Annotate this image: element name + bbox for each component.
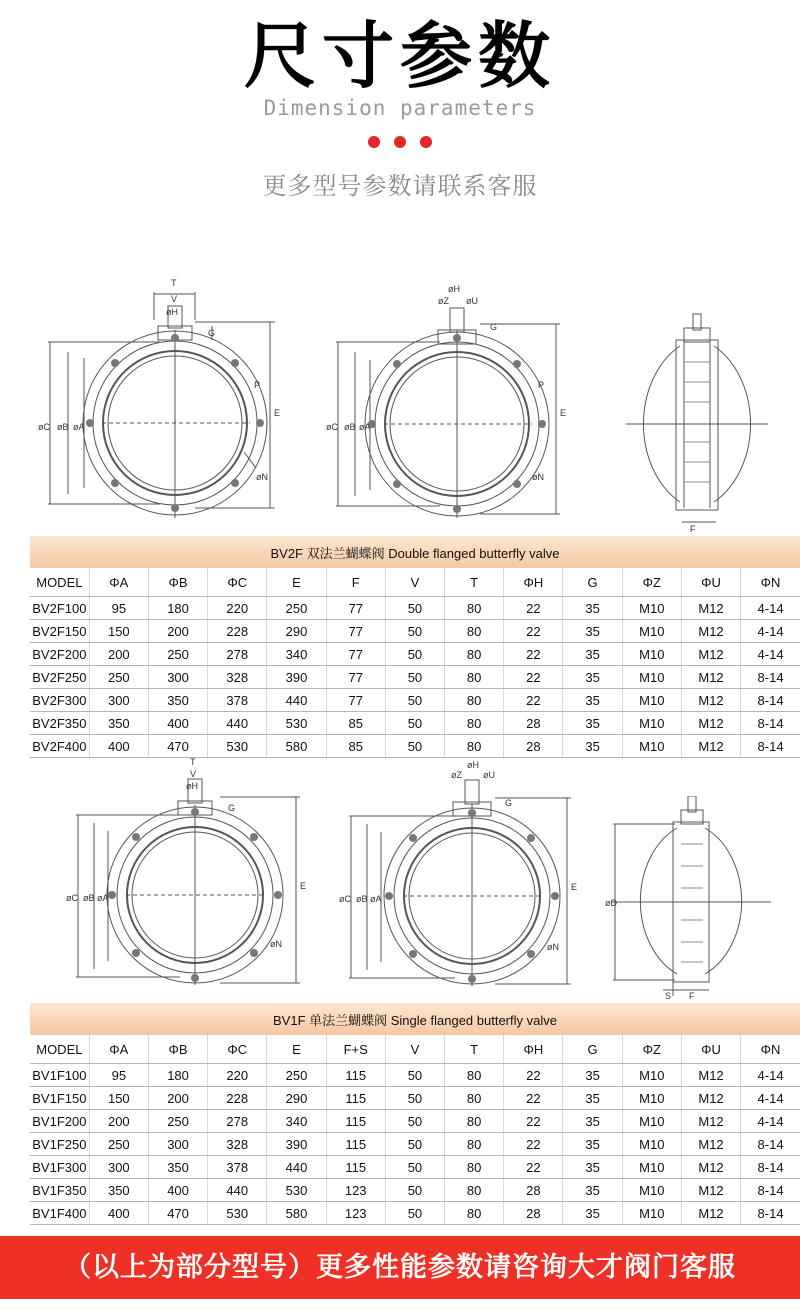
table-cell: 400 bbox=[89, 1202, 148, 1225]
table-cell: 400 bbox=[148, 712, 207, 735]
table-row bbox=[30, 1087, 800, 1110]
column-header: ΦA bbox=[89, 568, 148, 597]
dim-label-h: øH bbox=[166, 307, 178, 317]
dim-label-u: øU bbox=[483, 770, 495, 780]
column-header: F bbox=[326, 568, 385, 597]
dim-label-v: V bbox=[171, 294, 178, 304]
table-cell: 340 bbox=[267, 1110, 326, 1133]
drawing-bv2f-front-plain bbox=[30, 270, 300, 530]
table-row bbox=[30, 1110, 800, 1133]
dim-label-b: øB bbox=[57, 422, 69, 432]
column-header: ΦU bbox=[681, 568, 740, 597]
table-cell: 35 bbox=[563, 1133, 622, 1156]
table-cell: 8-14 bbox=[741, 735, 800, 758]
dim-label-c: øC bbox=[66, 893, 78, 903]
column-header: MODEL bbox=[30, 1035, 89, 1064]
dim-label-c: øC bbox=[326, 422, 338, 432]
table-cell: BV1F200 bbox=[30, 1110, 89, 1133]
table-cell: 390 bbox=[267, 1133, 326, 1156]
table-cell: 115 bbox=[326, 1156, 385, 1179]
table-row bbox=[30, 666, 800, 689]
table-row bbox=[30, 1133, 800, 1156]
table-cell: M10 bbox=[622, 1179, 681, 1202]
table-cell: 50 bbox=[385, 712, 444, 735]
table-cell: 228 bbox=[208, 1087, 267, 1110]
dim-label-v: V bbox=[190, 769, 197, 779]
table-cell: M12 bbox=[681, 1110, 740, 1133]
table-cell: 22 bbox=[504, 1110, 563, 1133]
dim-label-t: T bbox=[190, 757, 196, 767]
table-cell: 250 bbox=[148, 643, 207, 666]
page-title: 尺寸参数 bbox=[243, 14, 556, 98]
table-cell: 50 bbox=[385, 1156, 444, 1179]
table-cell: 50 bbox=[385, 1202, 444, 1225]
dim-label-g: G bbox=[505, 798, 513, 808]
table-cell: BV1F300 bbox=[30, 1156, 89, 1179]
table-cell: 50 bbox=[385, 1179, 444, 1202]
drawing-bv2f-front-threaded bbox=[320, 280, 580, 530]
table-cell: 180 bbox=[148, 597, 207, 620]
table-cell: 220 bbox=[208, 597, 267, 620]
table-cell: 440 bbox=[267, 689, 326, 712]
table-cell: 440 bbox=[208, 1179, 267, 1202]
column-header: ΦH bbox=[504, 1035, 563, 1064]
table-cell: 400 bbox=[148, 1179, 207, 1202]
column-header: V bbox=[385, 1035, 444, 1064]
column-header: ΦA bbox=[89, 1035, 148, 1064]
table-cell: BV2F400 bbox=[30, 735, 89, 758]
table-row bbox=[30, 1179, 800, 1202]
table-cell: 115 bbox=[326, 1133, 385, 1156]
table-cell: 530 bbox=[208, 735, 267, 758]
table-cell: M10 bbox=[622, 1202, 681, 1225]
table-cell: 530 bbox=[208, 1202, 267, 1225]
table-cell: 95 bbox=[89, 597, 148, 620]
table-cell: 8-14 bbox=[741, 689, 800, 712]
table-cell: 290 bbox=[267, 620, 326, 643]
dim-label-c: øC bbox=[339, 894, 351, 904]
table-cell: BV2F200 bbox=[30, 643, 89, 666]
column-header: ΦB bbox=[148, 1035, 207, 1064]
table-cell: M10 bbox=[622, 1133, 681, 1156]
table-cell: 8-14 bbox=[741, 1202, 800, 1225]
table-cell: 300 bbox=[148, 666, 207, 689]
red-dot bbox=[368, 136, 380, 148]
table-cell: 85 bbox=[326, 735, 385, 758]
dim-label-e: E bbox=[300, 881, 307, 891]
table-cell: 250 bbox=[267, 1064, 326, 1087]
table-cell: M10 bbox=[622, 1064, 681, 1087]
table-caption: BV2F 双法兰蝴蝶阀 Double flanged butterfly valve bbox=[30, 536, 800, 568]
table-cell: 123 bbox=[326, 1179, 385, 1202]
table-cell: M12 bbox=[681, 1064, 740, 1087]
table-cell: 80 bbox=[445, 689, 504, 712]
table-cell: M10 bbox=[622, 666, 681, 689]
table-cell: M12 bbox=[681, 1133, 740, 1156]
table-row bbox=[30, 643, 800, 666]
table-cell: 80 bbox=[445, 1064, 504, 1087]
table-cell: 35 bbox=[563, 643, 622, 666]
table-cell: BV1F150 bbox=[30, 1087, 89, 1110]
table-cell: 22 bbox=[504, 1064, 563, 1087]
table-cell: 440 bbox=[267, 1156, 326, 1179]
table-cell: 80 bbox=[445, 1179, 504, 1202]
column-header: E bbox=[267, 568, 326, 597]
table-cell: 300 bbox=[89, 1156, 148, 1179]
table-cell: 35 bbox=[563, 597, 622, 620]
dim-label-a: øA bbox=[370, 894, 382, 904]
dim-label-a: øA bbox=[73, 422, 85, 432]
table-cell: 340 bbox=[267, 643, 326, 666]
dim-label-e: E bbox=[560, 408, 567, 418]
column-header: ΦZ bbox=[622, 568, 681, 597]
table-cell: M10 bbox=[622, 1087, 681, 1110]
table-row bbox=[30, 597, 800, 620]
contact-note: 更多型号参数请联系客服 bbox=[262, 172, 538, 200]
dim-label-z: øZ bbox=[438, 296, 449, 306]
table-cell: 35 bbox=[563, 1064, 622, 1087]
table-cell: 290 bbox=[267, 1087, 326, 1110]
table-cell: 80 bbox=[445, 1087, 504, 1110]
table-cell: 35 bbox=[563, 666, 622, 689]
table-cell: 80 bbox=[445, 1133, 504, 1156]
dim-label-e: E bbox=[274, 408, 281, 418]
table-cell: 77 bbox=[326, 666, 385, 689]
table-cell: 22 bbox=[504, 643, 563, 666]
table-cell: M12 bbox=[681, 712, 740, 735]
table-cell: 350 bbox=[89, 1179, 148, 1202]
table-cell: 28 bbox=[504, 1179, 563, 1202]
dim-label-g: G bbox=[490, 322, 498, 332]
table-cell: BV1F350 bbox=[30, 1179, 89, 1202]
table-cell: 35 bbox=[563, 1087, 622, 1110]
dim-label-f: F bbox=[690, 524, 696, 534]
drawing-bv1f-front-plain bbox=[60, 755, 310, 995]
table-cell: 220 bbox=[208, 1064, 267, 1087]
dim-label-n: øN bbox=[256, 472, 268, 482]
dim-label-h: øH bbox=[448, 284, 460, 294]
table-cell: 150 bbox=[89, 1087, 148, 1110]
red-dot bbox=[394, 136, 406, 148]
table-cell: 400 bbox=[89, 735, 148, 758]
table-cell: 80 bbox=[445, 1156, 504, 1179]
table-cell: 77 bbox=[326, 597, 385, 620]
table-cell: 4-14 bbox=[741, 597, 800, 620]
spec-table-bv2f bbox=[30, 536, 800, 758]
table-cell: 35 bbox=[563, 1156, 622, 1179]
table-cell: M10 bbox=[622, 735, 681, 758]
table-cell: 378 bbox=[208, 689, 267, 712]
dim-label-e: E bbox=[571, 882, 578, 892]
table-cell: 80 bbox=[445, 597, 504, 620]
table-cell: 350 bbox=[148, 1156, 207, 1179]
table-cell: 180 bbox=[148, 1064, 207, 1087]
dim-label-b: øB bbox=[83, 893, 95, 903]
decor-dots bbox=[0, 136, 800, 148]
table-cell: 50 bbox=[385, 597, 444, 620]
table-cell: 328 bbox=[208, 666, 267, 689]
table-cell: 530 bbox=[267, 712, 326, 735]
table-cell: 378 bbox=[208, 1156, 267, 1179]
dim-label-a: øA bbox=[97, 893, 109, 903]
dim-label-d: øD bbox=[605, 898, 617, 908]
table-cell: 22 bbox=[504, 666, 563, 689]
dim-label-u: øU bbox=[466, 296, 478, 306]
table-cell: 200 bbox=[89, 1110, 148, 1133]
table-cell: 80 bbox=[445, 666, 504, 689]
table-cell: BV2F300 bbox=[30, 689, 89, 712]
table-cell: 580 bbox=[267, 735, 326, 758]
table-cell: 22 bbox=[504, 689, 563, 712]
dim-label-b: øB bbox=[344, 422, 356, 432]
table-cell: 4-14 bbox=[741, 643, 800, 666]
table-cell: M12 bbox=[681, 735, 740, 758]
table-cell: 50 bbox=[385, 1087, 444, 1110]
table-cell: 250 bbox=[267, 597, 326, 620]
table-cell: M12 bbox=[681, 689, 740, 712]
table-row bbox=[30, 1064, 800, 1087]
table-cell: 22 bbox=[504, 1133, 563, 1156]
spec-table-bv1f bbox=[30, 1003, 800, 1225]
table-cell: 278 bbox=[208, 1110, 267, 1133]
table-cell: M10 bbox=[622, 1156, 681, 1179]
table-cell: 35 bbox=[563, 620, 622, 643]
table-cell: M12 bbox=[681, 1202, 740, 1225]
table-row bbox=[30, 712, 800, 735]
table-cell: BV1F400 bbox=[30, 1202, 89, 1225]
column-header: ΦN bbox=[741, 1035, 800, 1064]
table-cell: 77 bbox=[326, 643, 385, 666]
dim-label-f: F bbox=[689, 991, 695, 1001]
dim-label-h: øH bbox=[186, 781, 198, 791]
column-header: F+S bbox=[326, 1035, 385, 1064]
dim-label-n: øN bbox=[270, 939, 282, 949]
dim-label-h: øH bbox=[467, 760, 479, 770]
table-cell: 50 bbox=[385, 666, 444, 689]
column-header: ΦB bbox=[148, 568, 207, 597]
table-cell: BV1F250 bbox=[30, 1133, 89, 1156]
table-cell: 440 bbox=[208, 712, 267, 735]
table-cell: M12 bbox=[681, 666, 740, 689]
table-cell: M10 bbox=[622, 643, 681, 666]
table-cell: 22 bbox=[504, 1087, 563, 1110]
table-cell: M12 bbox=[681, 620, 740, 643]
dim-label-b: øB bbox=[356, 894, 368, 904]
table-cell: 50 bbox=[385, 1064, 444, 1087]
table-cell: 80 bbox=[445, 712, 504, 735]
table-cell: 50 bbox=[385, 735, 444, 758]
red-dot bbox=[420, 136, 432, 148]
table-cell: 50 bbox=[385, 643, 444, 666]
table-cell: 80 bbox=[445, 643, 504, 666]
table-cell: BV2F250 bbox=[30, 666, 89, 689]
table-header-row bbox=[30, 1035, 800, 1064]
table-cell: 115 bbox=[326, 1087, 385, 1110]
table-cell: M10 bbox=[622, 689, 681, 712]
table-cell: 35 bbox=[563, 1179, 622, 1202]
table-cell: 28 bbox=[504, 712, 563, 735]
table-cell: 77 bbox=[326, 620, 385, 643]
table-cell: 80 bbox=[445, 1202, 504, 1225]
table-cell: 28 bbox=[504, 735, 563, 758]
table-cell: 8-14 bbox=[741, 712, 800, 735]
table-cell: 4-14 bbox=[741, 620, 800, 643]
table-row bbox=[30, 689, 800, 712]
contact-banner: （以上为部分型号）更多性能参数请咨询大才阀门客服 bbox=[0, 1236, 800, 1299]
column-header: G bbox=[563, 1035, 622, 1064]
table-cell: 250 bbox=[89, 1133, 148, 1156]
table-cell: 200 bbox=[89, 643, 148, 666]
column-header: E bbox=[267, 1035, 326, 1064]
table-cell: 4-14 bbox=[741, 1087, 800, 1110]
table-cell: 35 bbox=[563, 735, 622, 758]
table-cell: 250 bbox=[89, 666, 148, 689]
table-cell: M12 bbox=[681, 1087, 740, 1110]
column-header: T bbox=[445, 568, 504, 597]
column-header: T bbox=[445, 1035, 504, 1064]
column-header: MODEL bbox=[30, 568, 89, 597]
table-cell: M12 bbox=[681, 1179, 740, 1202]
dim-label-n: øN bbox=[532, 472, 544, 482]
table-cell: 35 bbox=[563, 689, 622, 712]
table-cell: 50 bbox=[385, 1133, 444, 1156]
dim-label-a: øA bbox=[359, 422, 371, 432]
table-cell: BV2F150 bbox=[30, 620, 89, 643]
table-cell: 250 bbox=[148, 1110, 207, 1133]
table-cell: 80 bbox=[445, 735, 504, 758]
table-cell: M10 bbox=[622, 1110, 681, 1133]
table-cell: 50 bbox=[385, 1110, 444, 1133]
table-cell: 22 bbox=[504, 620, 563, 643]
column-header: G bbox=[563, 568, 622, 597]
column-header: V bbox=[385, 568, 444, 597]
table-cell: M12 bbox=[681, 597, 740, 620]
table-cell: 115 bbox=[326, 1064, 385, 1087]
table-cell: 228 bbox=[208, 620, 267, 643]
table-cell: 4-14 bbox=[741, 1064, 800, 1087]
table-cell: 85 bbox=[326, 712, 385, 735]
table-cell: 8-14 bbox=[741, 1133, 800, 1156]
drawing-bv2f-side bbox=[618, 312, 768, 534]
column-header: ΦU bbox=[681, 1035, 740, 1064]
column-header: ΦC bbox=[208, 1035, 267, 1064]
table-cell: 470 bbox=[148, 1202, 207, 1225]
table-cell: 95 bbox=[89, 1064, 148, 1087]
table-cell: 8-14 bbox=[741, 666, 800, 689]
table-cell: 35 bbox=[563, 1110, 622, 1133]
table-cell: 28 bbox=[504, 1202, 563, 1225]
table-cell: 80 bbox=[445, 1110, 504, 1133]
column-header: ΦN bbox=[741, 568, 800, 597]
table-cell: 77 bbox=[326, 689, 385, 712]
table-cell: 328 bbox=[208, 1133, 267, 1156]
dim-label-c: øC bbox=[38, 422, 50, 432]
table-cell: 123 bbox=[326, 1202, 385, 1225]
table-header-row bbox=[30, 568, 800, 597]
dim-label-s: S bbox=[665, 991, 672, 1001]
table-cell: 278 bbox=[208, 643, 267, 666]
table-cell: M10 bbox=[622, 620, 681, 643]
table-cell: 35 bbox=[563, 1202, 622, 1225]
table-cell: 22 bbox=[504, 597, 563, 620]
column-header: ΦC bbox=[208, 568, 267, 597]
table-cell: 8-14 bbox=[741, 1156, 800, 1179]
table-row bbox=[30, 1156, 800, 1179]
dim-label-t: T bbox=[171, 278, 177, 288]
drawing-bv1f-front-threaded bbox=[335, 760, 585, 995]
table-cell: 115 bbox=[326, 1110, 385, 1133]
table-cell: M12 bbox=[681, 1156, 740, 1179]
table-cell: BV2F350 bbox=[30, 712, 89, 735]
column-header: ΦZ bbox=[622, 1035, 681, 1064]
table-cell: BV2F100 bbox=[30, 597, 89, 620]
table-cell: 300 bbox=[148, 1133, 207, 1156]
table-cell: M10 bbox=[622, 712, 681, 735]
table-cell: 4-14 bbox=[741, 1110, 800, 1133]
table-cell: M10 bbox=[622, 597, 681, 620]
table-cell: 530 bbox=[267, 1179, 326, 1202]
page-subtitle: Dimension parameters bbox=[263, 96, 537, 120]
table-cell: 35 bbox=[563, 712, 622, 735]
table-cell: 470 bbox=[148, 735, 207, 758]
dim-label-p: P bbox=[538, 380, 545, 390]
table-cell: 580 bbox=[267, 1202, 326, 1225]
table-cell: 50 bbox=[385, 689, 444, 712]
table-cell: M12 bbox=[681, 643, 740, 666]
table-cell: 150 bbox=[89, 620, 148, 643]
dim-label-z: øZ bbox=[451, 770, 462, 780]
table-cell: BV1F100 bbox=[30, 1064, 89, 1087]
dim-label-n: øN bbox=[547, 942, 559, 952]
table-cell: 50 bbox=[385, 620, 444, 643]
table-cell: 8-14 bbox=[741, 1179, 800, 1202]
table-row bbox=[30, 620, 800, 643]
table-cell: 390 bbox=[267, 666, 326, 689]
dim-label-p: P bbox=[254, 380, 261, 390]
table-cell: 22 bbox=[504, 1156, 563, 1179]
drawing-bv1f-side bbox=[605, 796, 775, 1001]
dim-label-g: G bbox=[228, 803, 236, 813]
table-cell: 350 bbox=[89, 712, 148, 735]
table-cell: 200 bbox=[148, 620, 207, 643]
dim-label-g: G bbox=[208, 328, 216, 338]
column-header: ΦH bbox=[504, 568, 563, 597]
table-caption: BV1F 单法兰蝴蝶阀 Single flanged butterfly valve bbox=[30, 1003, 800, 1035]
table-cell: 200 bbox=[148, 1087, 207, 1110]
table-cell: 350 bbox=[148, 689, 207, 712]
table-cell: 80 bbox=[445, 620, 504, 643]
table-row bbox=[30, 1202, 800, 1225]
table-cell: 300 bbox=[89, 689, 148, 712]
